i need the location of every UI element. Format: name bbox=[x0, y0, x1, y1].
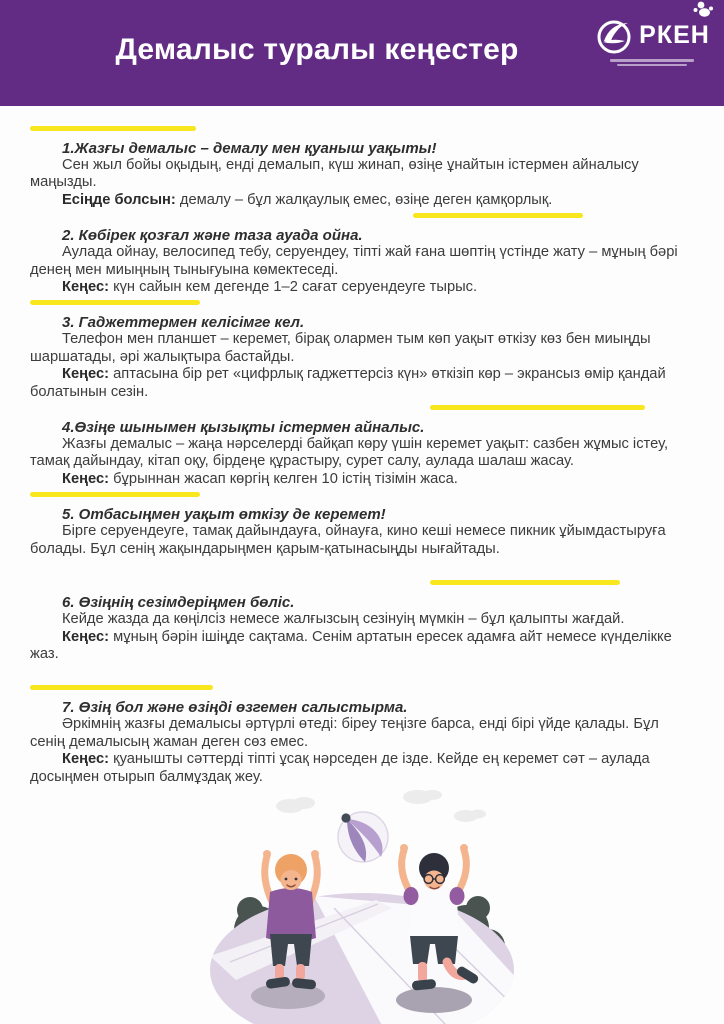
beach-ball-icon bbox=[338, 812, 388, 862]
tip-body: Жазғы демалыс – жаңа нәрселерді байқап көру үшін керемет уақыт: сазбен жұмыс істеу, тамақ дайындау, кітап оқу, бірдеңе құрастыру, сурет салу, аулада шалаш жасау. bbox=[30, 436, 669, 470]
logo-wordmark: РКЕН bbox=[639, 20, 710, 49]
highlight-bar bbox=[430, 405, 645, 410]
tip-note-label: Есіңде болсын: bbox=[62, 191, 176, 208]
tip-note bbox=[30, 366, 694, 401]
tip-body: Бірге серуендеуге, тамақ дайындауға, ойнауға, кино кеші немесе пикник ұйымдастыруға болады. Бұл сенің жақындарыңмен қарым-қатынасыңды нығайтады. bbox=[30, 523, 666, 557]
tip-note-text: демалу – бұл жалқаулық емес, өзіңе деген қамқорлық. bbox=[179, 191, 553, 208]
highlight-bar bbox=[413, 213, 583, 218]
tip-heading: 2. Көбірек қозғал және таза ауада ойна. bbox=[62, 226, 363, 244]
highlight-bar bbox=[30, 685, 213, 690]
tip-note-text: аптасына бір рет «цифрлық гаджеттерсіз күн» өткізіп көр – экрансыз өмір қандай болатынын сезін. bbox=[30, 366, 666, 400]
tip-note bbox=[30, 471, 694, 488]
tip-heading: 7. Өзің бол және өзіңді өзгемен салыстырма. bbox=[62, 698, 408, 716]
tip-body: Әркімнің жазғы демалысы әртүрлі өтеді: біреу теңізге барса, енді бірі үйде қалады. Бұл сенің демалысың жаман деген сөз емес. bbox=[30, 716, 659, 750]
tip-heading: 4.Өзіңе шынымен қызықты істермен айналыс. bbox=[62, 418, 425, 436]
tip-body: Телефон мен планшет – керемет, бірақ олармен тым көп уақыт өткізу көз бен миыңды шаршатады, әрі жалықтыра бастайды. bbox=[30, 331, 651, 365]
tip-section-6 bbox=[30, 580, 694, 663]
tip-note-text: күн сайын кем дегенде 1–2 сағат серуендеуге тырыс. bbox=[113, 279, 478, 296]
highlight-bar bbox=[430, 580, 620, 585]
tip-note-text: мұның бәрін ішіңде сақтама. Сенім артатын ересек адамға айт немесе күнделікке жаз. bbox=[30, 628, 672, 662]
tip-note-label: Кеңес: bbox=[62, 470, 110, 487]
tip-section-7 bbox=[30, 685, 694, 786]
tip-note bbox=[30, 751, 694, 786]
tip-note-label: Кеңес: bbox=[62, 628, 110, 645]
tip-note bbox=[30, 629, 694, 664]
highlight-bar bbox=[30, 300, 200, 305]
page-title: Демалыс туралы кеңестер bbox=[115, 33, 519, 66]
tip-section-5 bbox=[30, 492, 694, 558]
tip-note-label: Кеңес: bbox=[62, 751, 110, 768]
leaf-in-circle-icon bbox=[594, 14, 636, 56]
tip-heading: 5. Отбасыңмен уақыт өткізу де керемет! bbox=[62, 505, 386, 523]
highlight-bar bbox=[30, 492, 200, 497]
shadow bbox=[396, 987, 472, 1013]
tip-heading: 1.Жазғы демалыс – демалу мен қуаныш уақыты! bbox=[62, 139, 437, 157]
tip-note bbox=[30, 279, 694, 296]
tip-section-4 bbox=[30, 405, 694, 488]
tip-heading: 6. Өзіңнің сезімдеріңмен бөліс. bbox=[62, 593, 295, 611]
logo-fineprint bbox=[610, 59, 694, 66]
tip-body: Сен жыл бойы оқыдың, енді демалып, күш жинап, өзіңе ұнайтын істермен айналысу маңызды. bbox=[30, 157, 639, 191]
header bbox=[0, 0, 724, 106]
tip-note-text: қуанышты сәттерді тіпті ұсақ нәрседен де ізде. Кейде ең керемет сәт – аулада досыңмен отырып балмұздақ жеу. bbox=[30, 751, 650, 785]
tip-body: Кейде жазда да көңілсіз немесе жалғызсың сезінуің мүмкін – бұл қалыпты жағдай. bbox=[62, 611, 625, 628]
tip-note bbox=[30, 192, 694, 209]
tip-section-3 bbox=[30, 300, 694, 401]
highlight-bar bbox=[30, 126, 196, 131]
tip-note-label: Кеңес: bbox=[62, 279, 110, 296]
tip-section-2 bbox=[30, 213, 694, 296]
child-raised-arms-icon bbox=[692, 0, 714, 18]
tip-section-1 bbox=[30, 126, 694, 209]
tips-content bbox=[0, 106, 724, 786]
tip-heading: 3. Гаджеттермен келісімге кел. bbox=[62, 313, 305, 331]
tip-note-label: Кеңес: bbox=[62, 366, 110, 383]
tip-body: Аулада ойнау, велосипед тебу, серуендеу, тіпті жай ғана шөптің үстінде жату – мұның бәрі денең мен миыңның тынығуына көмектеседі. bbox=[30, 244, 678, 278]
children-playing-beach-ball-illustration bbox=[0, 790, 724, 1024]
tip-note-text: бұрыннан жасап көргің келген 10 істің тізімін жаса. bbox=[113, 470, 458, 487]
orken-logo bbox=[596, 14, 708, 66]
cloud-icon bbox=[276, 790, 486, 822]
